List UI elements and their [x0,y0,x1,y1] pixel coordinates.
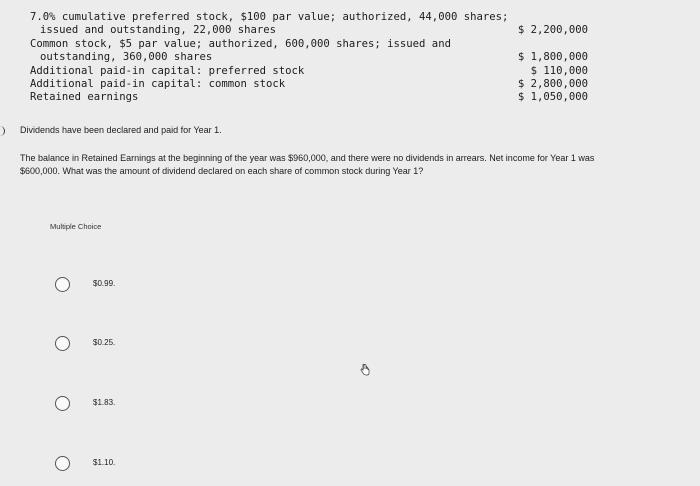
answer-option[interactable] [55,456,255,474]
ledger-label: Additional paid-in capital: preferred stock [30,64,305,77]
radio-button[interactable] [55,336,70,351]
answer-option[interactable] [55,396,255,414]
balance-sheet-ledger [30,11,600,105]
question-line-2: $600,000. What was the amount of dividend declared on each share of common stock during Year 1? [20,166,424,176]
answer-option-label[interactable]: $0.99. [93,279,116,288]
ledger-row [30,65,600,78]
ledger-row [30,38,600,51]
ledger-label: Retained earnings [30,91,139,104]
multiple-choice-label: Multiple Choice [50,222,102,231]
ledger-label: Additional paid-in capital: common stock [30,77,286,90]
answer-option-label[interactable]: $0.25. [93,338,116,347]
answer-option[interactable] [55,277,255,295]
ledger-amount: $ 2,200,000 [517,24,588,37]
question-line-1: The balance in Retained Earnings at the beginning of the year was $960,000, and there were no dividends in arrears. Net income for Year 1 was [20,153,595,163]
ledger-label: issued and outstanding, 22,000 shares [40,24,276,37]
radio-button[interactable] [55,456,70,471]
answer-option-label[interactable]: $1.10. [93,458,116,467]
ledger-label: 7.0% cumulative preferred stock, $100 par value; authorized, 44,000 shares; [30,11,509,23]
radio-button[interactable] [55,396,70,411]
ledger-row [30,11,600,24]
ledger-row [30,91,600,104]
answer-option[interactable] [55,336,255,354]
dividends-note: Dividends have been declared and paid for Year 1. [20,125,222,135]
ledger-amount: $ 1,050,000 [517,91,588,104]
radio-button[interactable] [55,277,70,292]
ledger-label: Common stock, $5 par value; authorized, 600,000 shares; issued and [30,37,451,50]
ledger-label: outstanding, 360,000 shares [40,51,213,64]
ledger-row [30,24,600,37]
hand-cursor-icon [360,364,370,376]
edge-bracket-icon [0,126,5,136]
ledger-amount: $ 1,800,000 [517,51,588,64]
ledger-row [30,78,600,91]
answer-option-label[interactable]: $1.83. [93,398,116,407]
ledger-row [30,51,600,64]
ledger-amount: $ 110,000 [530,64,588,77]
ledger-amount: $ 2,800,000 [517,77,588,90]
